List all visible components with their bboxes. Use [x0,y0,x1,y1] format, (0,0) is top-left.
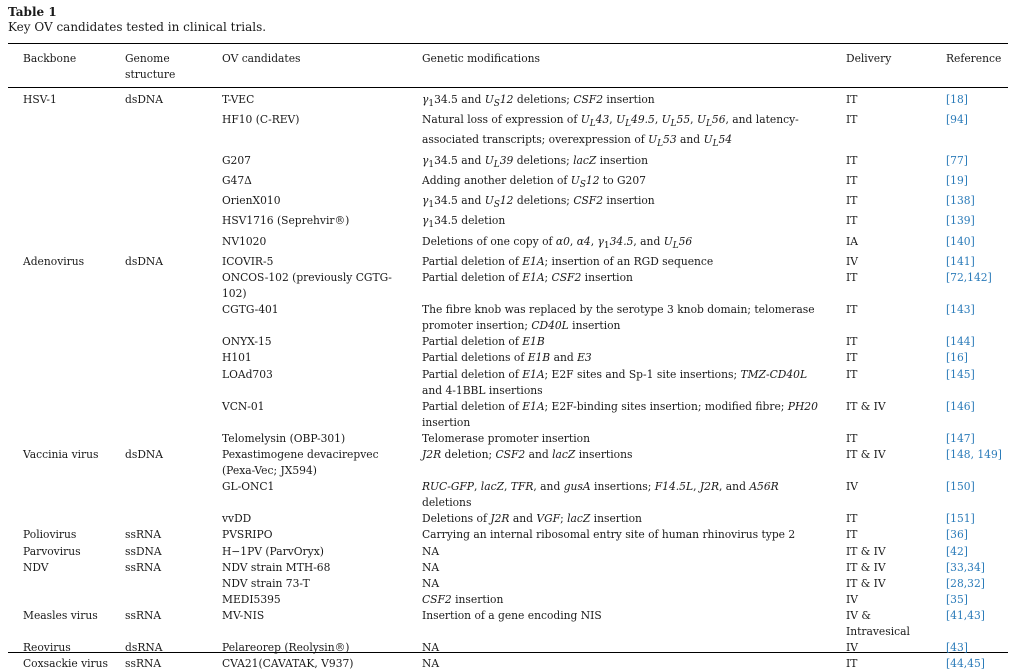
cell-genetic-modifications: $\gamma_134.5$ and $U_L39$ deletions; lacZ insertion [422,153,648,170]
cell-reference [933,334,1008,350]
cell-candidate: T-VEC [222,93,255,106]
table-row [8,334,1008,350]
cell-backbone: Measles virus [23,608,98,622]
cell-backbone [8,399,110,431]
cell-candidate: OrienX010 [222,194,281,208]
cell-backbone [8,112,110,152]
cell-backbone: Poliovirus [23,528,77,542]
cell-backbone: Adenovirus [23,254,85,268]
cell-delivery: IT [846,113,858,127]
table-row [8,608,1008,640]
table-row [8,511,1008,527]
cell-reference [933,431,1008,447]
cell-delivery: IT [846,173,858,187]
col-header-delivery: Delivery [846,52,892,65]
cell-reference [933,112,1008,152]
cell-genome [110,112,209,152]
cell-genetic-modifications: Carrying an internal ribosomal entry site of human rhinovirus type 2 [422,528,796,542]
table-row [8,173,1008,193]
table-row [8,576,1008,592]
reference-link[interactable]: [94] [946,113,968,127]
col-header-genome-structure: Genome structure [125,52,176,82]
cell-genetic-modifications: NA [422,657,440,671]
cell-genetic-modifications: Partial deletion of E1A; E2F sites and Sp-1 site insertions; TMZ-CD40L and 4-1BBL insertions [422,367,808,397]
cell-genome [110,213,209,233]
table-row [8,527,1008,543]
cell-reference [933,576,1008,592]
cell-reference [933,479,1008,511]
table-row [8,560,1008,576]
cell-genetic-modifications: Natural loss of expression of $U_L43$, $U_L49.5$, $U_L55$, $U_L56$, and latency-associated transcripts; overexpression of $U_L53$ and $U_L54$ [422,113,799,150]
table-row [8,640,1008,656]
reference-link[interactable]: [28,32] [946,576,985,590]
cell-genome [110,193,209,213]
reference-link[interactable]: [147] [946,431,975,445]
cell-delivery: IT [846,431,858,445]
cell-genome: dsDNA [125,448,163,461]
cell-backbone [8,302,110,334]
cell-candidate: HF10 (C-REV) [222,113,300,127]
cell-genetic-modifications: Telomerase promoter insertion [422,431,590,445]
cell-backbone: Reovirus [23,641,71,655]
reference-link[interactable]: [138] [946,194,975,208]
cell-reference [933,656,1008,672]
table-row [8,544,1008,560]
cell-genetic-modifications: The fibre knob was replaced by the serotype 3 knob domain; telomerase promoter insertion; CD40L insertion [422,303,815,333]
cell-genome [110,153,209,173]
cell-candidate: G47Δ [222,173,252,187]
cell-delivery: IT & IV [846,560,886,574]
cell-genetic-modifications: Partial deletion of E1A; insertion of an RGD sequence [422,254,714,268]
reference-link[interactable]: [144] [946,335,975,349]
cell-genetic-modifications: Partial deletions of E1B and E3 [422,351,592,365]
reference-link[interactable]: [150] [946,480,975,494]
cell-reference [933,234,1008,254]
cell-backbone [8,479,110,511]
table-row [8,302,1008,334]
cell-genome [110,511,209,527]
cell-backbone [8,576,110,592]
cell-reference [933,350,1008,366]
cell-reference [933,447,1008,479]
cell-candidate: ONYX-15 [222,335,272,349]
cell-reference [933,153,1008,173]
cell-backbone [8,213,110,233]
cell-candidate: GL-ONC1 [222,480,275,494]
cell-delivery: IT [846,270,858,284]
cell-reference [933,560,1008,576]
cell-reference [933,608,1008,640]
cell-reference [933,640,1008,656]
cell-genetic-modifications: Partial deletion of E1A; CSF2 insertion [422,270,633,284]
header-row [8,44,1008,87]
cell-candidate: G207 [222,153,251,167]
cell-delivery: IT [846,214,858,228]
reference-link[interactable]: [140] [946,234,975,248]
cell-candidate: MEDI5395 [222,592,281,606]
cell-backbone [8,334,110,350]
table-row [8,270,1008,302]
cell-backbone [8,367,110,399]
cell-genome: dsRNA [125,641,163,655]
col-header-backbone: Backbone [23,52,77,65]
cell-genetic-modifications: $\gamma_134.5$ deletion [422,214,506,231]
cell-reference [933,173,1008,193]
table-row [8,193,1008,213]
cell-delivery: IT [846,528,858,542]
cell-genetic-modifications: CSF2 insertion [422,592,504,606]
cell-candidate: H−1PV (ParvOryx) [222,544,324,558]
table-row [8,112,1008,152]
cell-delivery: IT [846,367,858,381]
cell-delivery: IV & Intravesical [846,608,910,639]
cell-backbone [8,173,110,193]
cell-reference [933,254,1008,270]
cell-candidate: Telomelysin (OBP-301) [222,431,346,445]
cell-backbone [8,234,110,254]
cell-candidate: ICOVIR-5 [222,254,274,268]
cell-genetic-modifications: Partial deletion of E1B [422,335,545,349]
table-body [8,87,1008,672]
cell-genome [110,431,209,447]
col-header-ov-candidates: OV candidates [222,52,301,65]
cell-candidate: LOAd703 [222,367,273,381]
cell-genetic-modifications: Deletions of J2R and VGF; lacZ insertion [422,512,642,526]
cell-candidate: CGTG-401 [222,303,279,317]
table-row [8,254,1008,270]
cell-genome: dsDNA [125,254,163,268]
cell-candidate: CVA21(CAVATAK, V937) [222,657,354,671]
cell-candidate: VCN-01 [222,399,265,413]
cell-reference [933,87,1008,112]
cell-genome: ssRNA [125,528,162,542]
reference-link[interactable]: [44,45] [946,657,985,671]
table-row [8,479,1008,511]
cell-candidate: vvDD [222,512,252,526]
cell-reference [933,270,1008,302]
cell-genetic-modifications: NA [422,641,440,655]
cell-genetic-modifications: Partial deletion of E1A; E2F-binding sites insertion; modified fibre; PH20 insertion [422,399,818,429]
table-row [8,367,1008,399]
cell-reference [933,302,1008,334]
cell-genome [110,399,209,431]
cell-delivery: IT [846,512,858,526]
cell-genome [110,334,209,350]
cell-delivery: IT & IV [846,448,886,461]
cell-delivery: IV [846,480,858,494]
table-row [8,153,1008,173]
cell-genome: ssRNA [125,608,162,622]
cell-backbone [8,270,110,302]
cell-delivery: IT [846,194,858,208]
cell-genome [110,234,209,254]
cell-genome [110,270,209,302]
col-header-genetic-modifications: Genetic modifications [422,52,540,65]
cell-genetic-modifications: $\gamma_134.5$ and $U_S12$ deletions; CSF2 insertion [422,93,655,110]
cell-genome: ssDNA [125,544,162,558]
cell-delivery: IV [846,254,858,268]
cell-reference [933,544,1008,560]
cell-backbone [8,431,110,447]
cell-genome [110,576,209,592]
cell-reference [933,367,1008,399]
reference-link[interactable]: [35] [946,592,968,606]
cell-reference [933,511,1008,527]
cell-candidate: Pexastimogene devacirepvec (Pexa-Vec; JX594) [222,448,379,478]
cell-reference [933,399,1008,431]
cell-delivery: IT [846,335,858,349]
cell-delivery: IT & IV [846,399,886,413]
reference-link[interactable]: [18] [946,93,968,106]
cell-genetic-modifications: $\gamma_134.5$ and $U_S12$ deletions; CSF2 insertion [422,194,655,211]
cell-genome [110,592,209,608]
cell-candidate: Pelareorep (Reolysin®) [222,641,350,655]
cell-backbone [8,592,110,608]
reference-link[interactable]: [151] [946,512,975,526]
table-row [8,350,1008,366]
cell-genome: ssRNA [125,560,162,574]
cell-reference [933,213,1008,233]
cell-backbone: Coxsackie virus [23,657,109,671]
reference-link[interactable]: [41,43] [946,608,985,622]
cell-delivery: IT [846,303,858,317]
table-row [8,592,1008,608]
reference-link[interactable]: [72,142] [946,270,992,284]
cell-candidate: NDV strain MTH-68 [222,560,331,574]
reference-link[interactable]: [143] [946,303,975,317]
cell-candidate: PVSRIPO [222,528,273,542]
ov-candidates-table [8,44,1008,672]
reference-link[interactable]: [145] [946,367,975,381]
table-row [8,656,1008,672]
reference-link[interactable]: [141] [946,254,975,268]
cell-genome [110,479,209,511]
table-row [8,399,1008,431]
reference-link[interactable]: [19] [946,173,968,187]
cell-genome [110,302,209,334]
cell-backbone: Parvovirus [23,544,81,558]
cell-reference [933,193,1008,213]
cell-candidate: H101 [222,351,252,365]
cell-candidate: NV1020 [222,234,267,248]
table-label: Table 1 [8,5,57,19]
table-row [8,213,1008,233]
cell-genetic-modifications: NA [422,560,440,574]
cell-candidate: ONCOS-102 (previously CGTG-102) [222,270,392,301]
cell-delivery: IT [846,351,858,365]
reference-link[interactable]: [16] [946,351,968,365]
table-caption [8,5,266,35]
cell-genetic-modifications: Insertion of a gene encoding NIS [422,608,602,622]
cell-reference [933,527,1008,543]
cell-backbone: NDV [23,560,49,574]
cell-genetic-modifications: NA [422,576,440,590]
reference-link[interactable]: [148, 149] [946,448,1002,461]
cell-genome [110,350,209,366]
table-row [8,87,1008,112]
cell-backbone [8,350,110,366]
cell-delivery: IV [846,592,858,606]
reference-link[interactable]: [146] [946,399,975,413]
cell-backbone [8,153,110,173]
table-row [8,234,1008,254]
cell-backbone [8,511,110,527]
cell-genetic-modifications: Deletions of one copy of α0, α4, $\gamma_134.5$, and $U_L56$ [422,234,693,251]
table-row [8,447,1008,479]
cell-backbone: Vaccinia virus [23,448,99,461]
cell-reference [933,592,1008,608]
table-row [8,431,1008,447]
cell-candidate: MV-NIS [222,608,265,622]
reference-link[interactable]: [33,34] [946,560,985,574]
cell-delivery: IT & IV [846,576,886,590]
reference-link[interactable]: [77] [946,153,968,167]
col-header-reference: Reference [946,52,1002,65]
reference-link[interactable]: [43] [946,641,968,655]
cell-genetic-modifications: RUC-GFP, lacZ, TFR, and gusA insertions; F14.5L, J2R, and A56R deletions [422,480,779,510]
cell-genetic-modifications: J2R deletion; CSF2 and lacZ insertions [422,448,633,461]
cell-delivery: IT & IV [846,544,886,558]
table-title: Key OV candidates tested in clinical trials. [8,20,267,34]
cell-genome: dsDNA [125,93,163,106]
cell-delivery: IT [846,153,858,167]
cell-backbone: HSV-1 [23,93,57,106]
cell-genome [110,367,209,399]
reference-link[interactable]: [36] [946,528,968,542]
cell-genetic-modifications: Adding another deletion of $U_S12$ to G207 [422,173,646,191]
reference-link[interactable]: [42] [946,544,968,558]
cell-backbone [8,193,110,213]
cell-genome: ssRNA [125,657,162,671]
cell-delivery: IA [846,234,858,248]
cell-genetic-modifications: NA [422,544,440,558]
cell-candidate: HSV1716 (Seprehvir®) [222,214,350,228]
cell-delivery: IT [846,93,858,106]
cell-delivery: IV [846,641,858,655]
reference-link[interactable]: [139] [946,214,975,228]
cell-genome [110,173,209,193]
cell-delivery: IT [846,657,858,671]
cell-candidate: NDV strain 73-T [222,576,310,590]
